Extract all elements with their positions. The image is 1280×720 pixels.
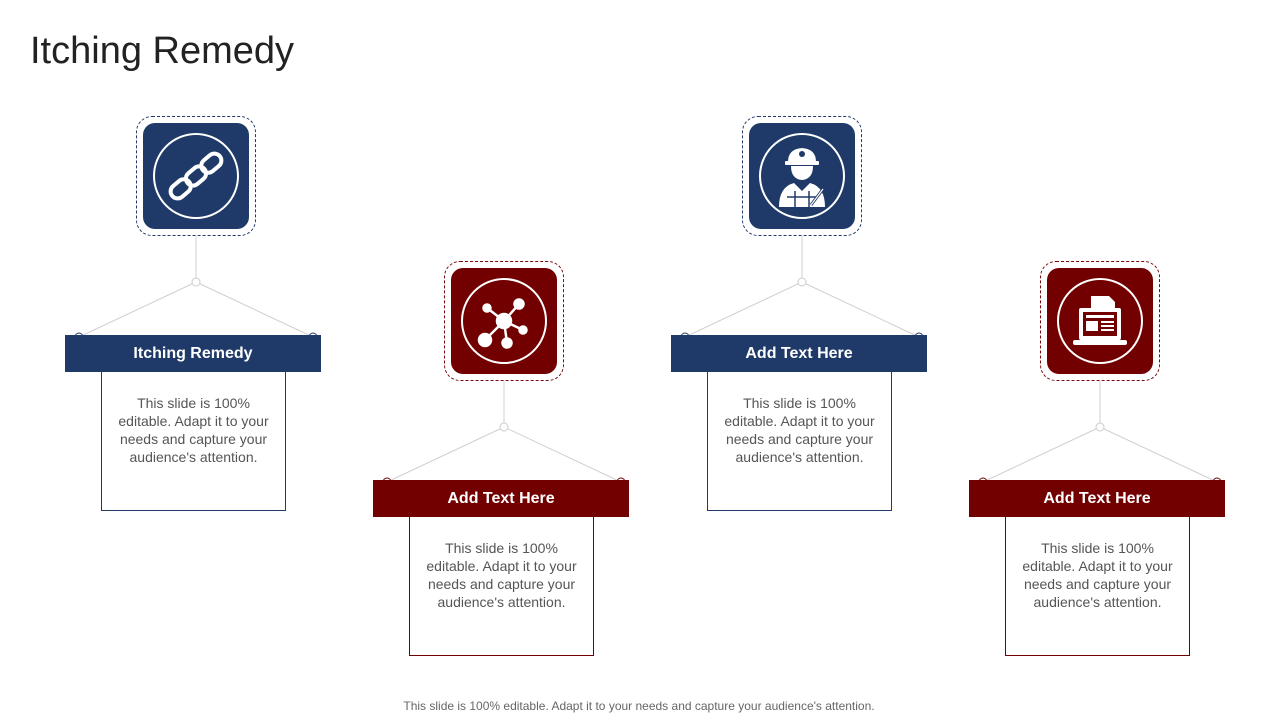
card-text: This slide is 100% editable. Adapt it to your needs and capture your audience's attention. [409,516,594,656]
connector-lines [65,236,321,336]
icon-tile [451,268,557,374]
icon-frame [742,116,862,236]
card-text: This slide is 100% editable. Adapt it to your needs and capture your audience's attention. [707,371,892,511]
icon-frame [444,261,564,381]
connector-lines [969,381,1225,481]
chain-link-icon [153,133,239,219]
card-4 [969,261,1225,657]
card-2 [373,261,629,657]
icon-tile [749,123,855,229]
connector-lines [671,236,927,336]
footer-note: This slide is 100% editable. Adapt it to your needs and capture your audience's attention. [403,699,875,713]
network-nodes-icon [461,278,547,364]
card-text: This slide is 100% editable. Adapt it to your needs and capture your audience's attention. [101,371,286,511]
card-heading: Itching Remedy [65,335,321,372]
icon-frame [136,116,256,236]
connector-lines [373,381,629,481]
card-heading: Add Text Here [671,335,927,372]
card-3 [671,116,927,512]
icon-tile [1047,268,1153,374]
card-heading: Add Text Here [373,480,629,517]
icon-tile [143,123,249,229]
page-title: Itching Remedy [30,30,295,72]
icon-frame [1040,261,1160,381]
card-heading: Add Text Here [969,480,1225,517]
card-text: This slide is 100% editable. Adapt it to your needs and capture your audience's attention. [1005,516,1190,656]
card-1 [65,116,321,512]
laptop-document-icon [1057,278,1143,364]
worker-icon [759,133,845,219]
